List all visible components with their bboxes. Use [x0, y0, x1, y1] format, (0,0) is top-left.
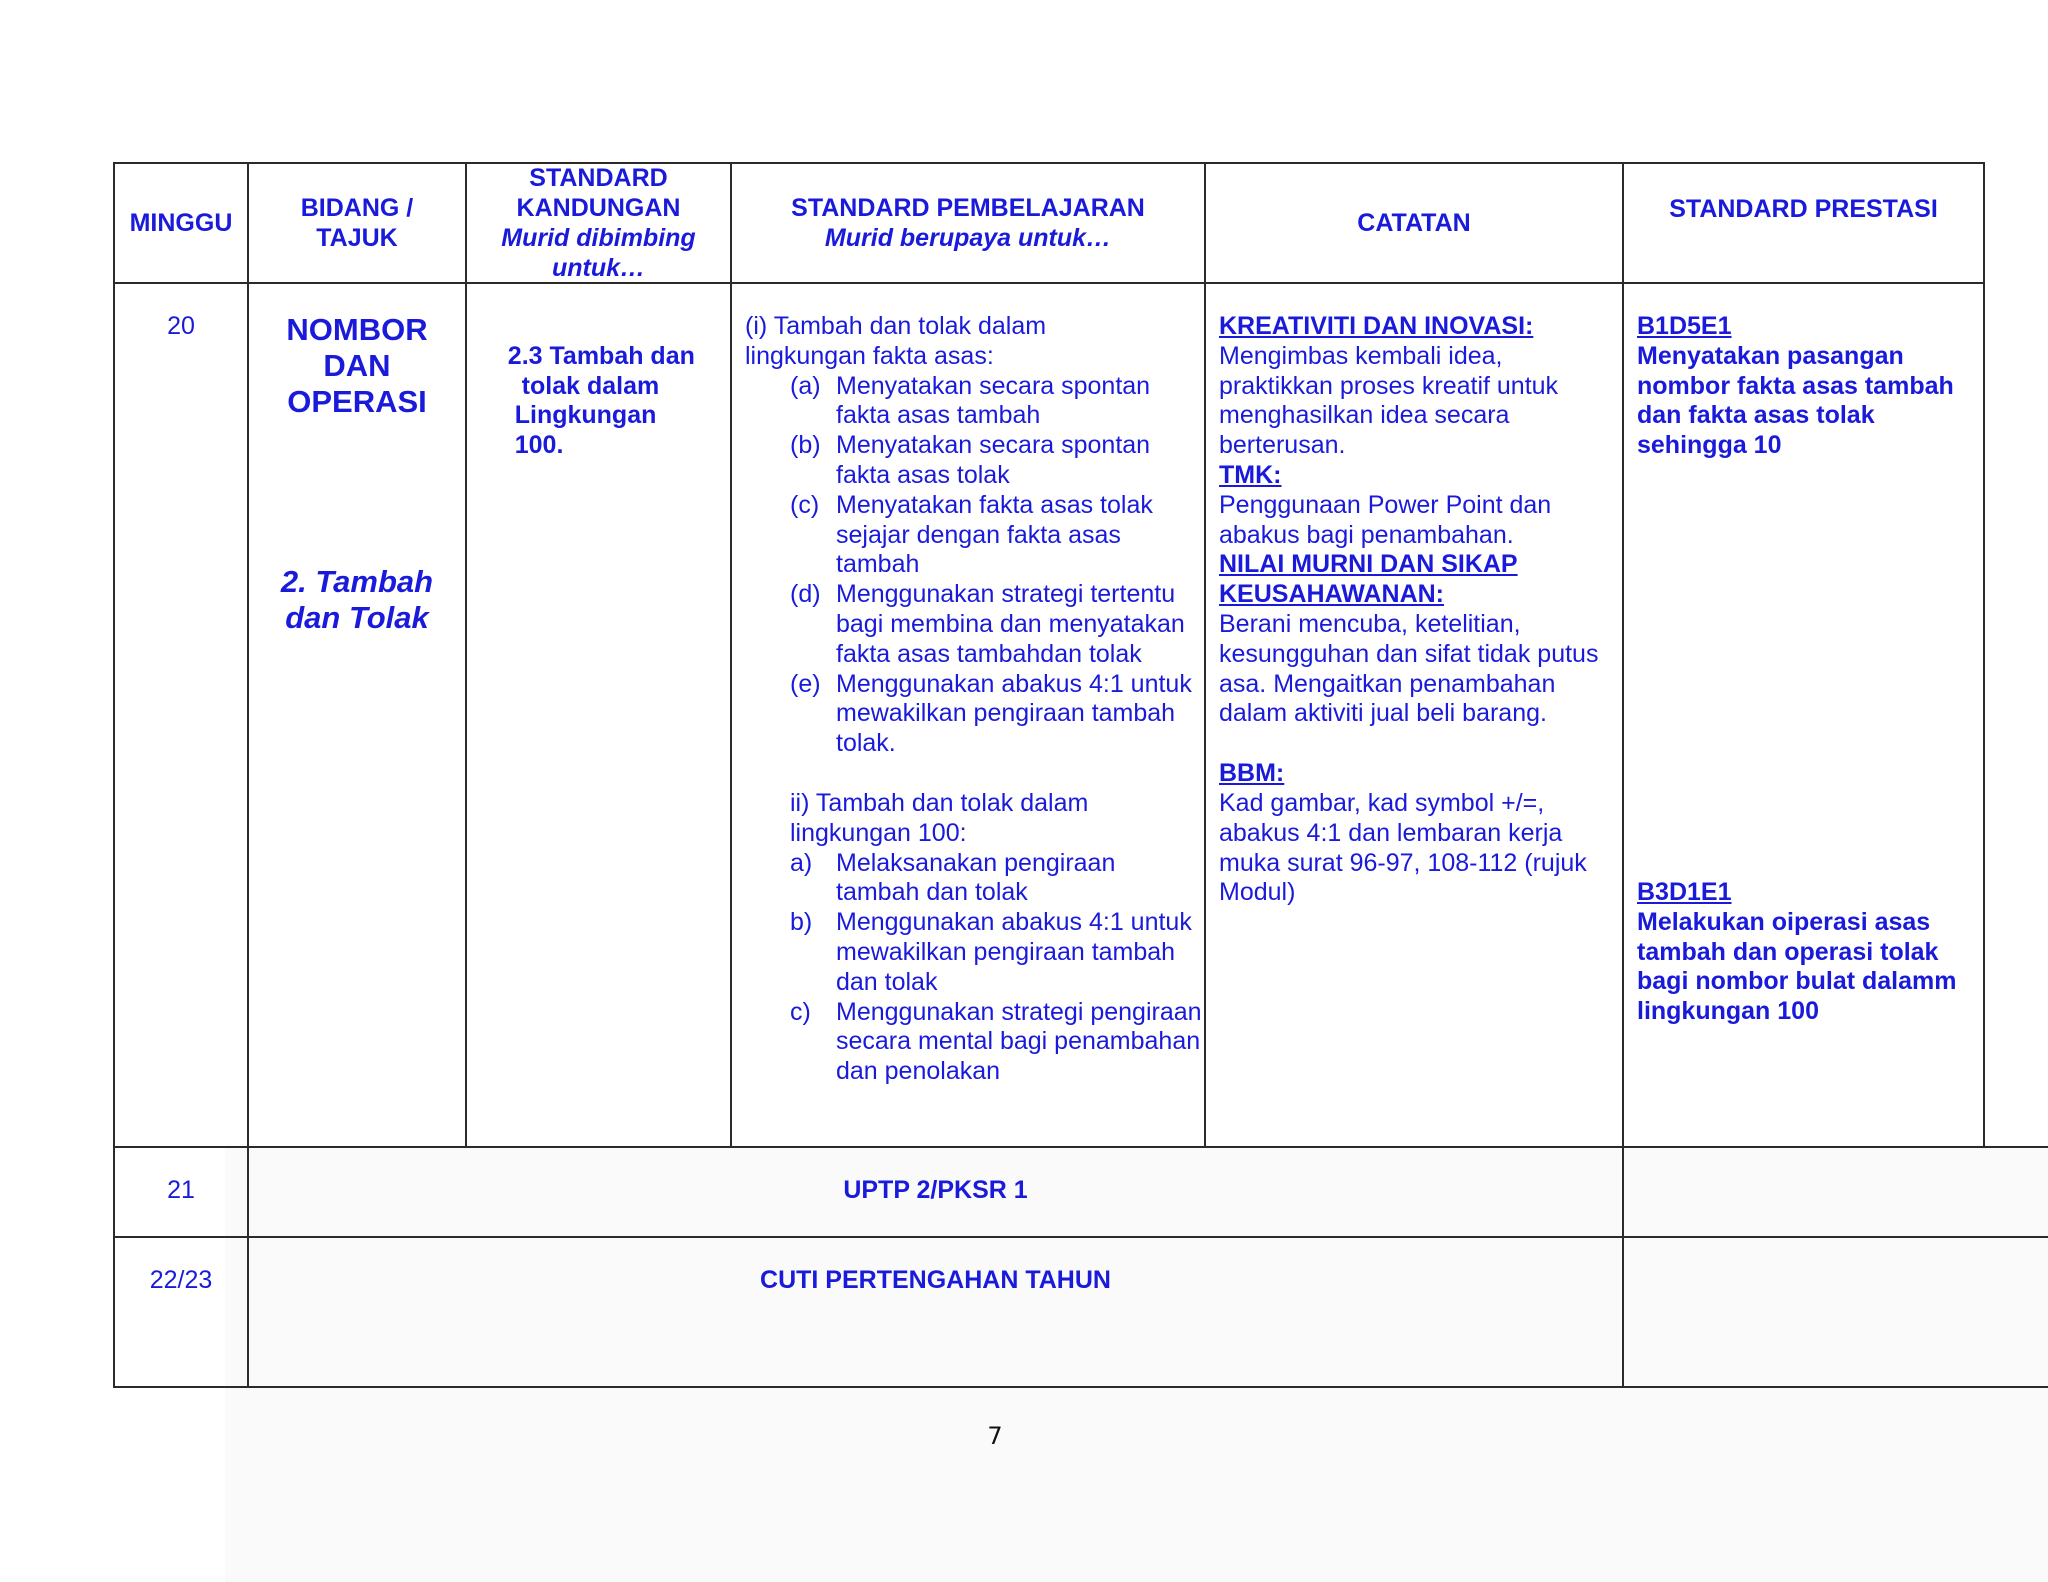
row20-bidang-sub: 2. Tambah dan Tolak — [280, 564, 434, 635]
list-item — [790, 908, 1203, 997]
header-bidang-label: BIDANG / TAJUK — [300, 194, 414, 252]
catatan-heading-tmk: TMK: — [1219, 460, 1282, 489]
row22-text — [249, 1266, 1622, 1296]
header-standard-prestasi — [1624, 164, 1983, 282]
row22-minggu — [115, 1266, 247, 1296]
row21-label: UPTP 2/PKSR 1 — [843, 1176, 1028, 1204]
header-sp-subtitle: Murid berupaya untuk… — [824, 224, 1112, 252]
lesson-plan-table — [113, 162, 2048, 1388]
list-marker: (b) — [790, 431, 821, 460]
prestasi-text-b3d1e1: Melakukan oiperasi asas tambah dan operasi tolak bagi nombor bulat dalamm lingkungan 100 — [1637, 907, 1957, 1026]
col-divider-3 — [730, 162, 732, 1148]
prestasi-text-b1d5e1: Menyatakan pasangan nombor fakta asas tambah dan fakta asas tolak sehingga 10 — [1637, 341, 1954, 460]
header-divider — [113, 282, 1985, 284]
list-marker: (d) — [790, 580, 821, 609]
list-item — [790, 431, 1203, 491]
list-item-text: Menggunakan abakus 4:1 untuk mewakilkan pengiraan tambah dan tolak — [836, 908, 1192, 996]
header-standard-pembelajaran — [732, 164, 1204, 282]
row20-minggu — [115, 312, 247, 342]
col-divider-2 — [465, 162, 467, 1148]
list-item-text: Menyatakan fakta asas tolak sejajar dengan fakta asas tambah — [836, 490, 1153, 579]
row21-minggu — [115, 1176, 247, 1206]
list-item — [790, 670, 1203, 759]
header-catatan — [1206, 164, 1622, 282]
list-marker: (e) — [790, 669, 821, 698]
row20-bidang-main: NOMBOR DAN OPERASI — [286, 312, 428, 419]
list-item-text: Menyatakan secara spontan fakta asas tolak — [836, 431, 1151, 489]
page-number: 7 — [987, 1422, 1003, 1450]
catatan-heading-bbm: BBM: — [1219, 759, 1285, 788]
list-item-text: Menggunakan strategi pengiraan secara mental bagi penambahan dan penolakan — [836, 997, 1202, 1086]
catatan-text-tmk: Penggunaan Power Point dan abakus bagi penambahan. — [1219, 490, 1552, 549]
row21-text — [249, 1176, 1622, 1206]
list-item — [790, 998, 1203, 1087]
header-catatan-label: CATATAN — [1357, 209, 1471, 237]
row20-prestasi-1 — [1637, 312, 1977, 461]
row22-label: CUTI PERTENGAHAN TAHUN — [760, 1266, 1111, 1294]
prestasi-code-b1d5e1: B1D5E1 — [1637, 312, 1732, 340]
row20-standard-kandungan — [480, 312, 728, 491]
list-item — [790, 491, 1203, 580]
table-border-right — [1983, 162, 1985, 1148]
header-sp-title: STANDARD PEMBELAJARAN — [791, 194, 1145, 222]
header-prestasi-label: STANDARD PRESTASI — [1669, 195, 1938, 223]
row22-minggu-value: 22/23 — [149, 1266, 213, 1294]
header-sk-subtitle: Murid dibimbing untuk… — [501, 224, 696, 282]
list-marker: (a) — [790, 371, 821, 400]
col-divider-5 — [1622, 162, 1624, 1388]
prestasi-code-b3d1e1: B3D1E1 — [1637, 878, 1732, 906]
header-sk-title: STANDARD KANDUNGAN — [516, 164, 681, 222]
list-marker: b) — [790, 908, 813, 937]
list-marker: (c) — [790, 490, 820, 519]
row20-sk-text: 2.3 Tambah dan tolak dalam Lingkungan 100. — [507, 341, 695, 460]
catatan-heading-kreativiti: KREATIVITI DAN INOVASI: — [1219, 312, 1534, 340]
row20-minggu-value: 20 — [167, 312, 195, 340]
header-standard-kandungan — [467, 164, 730, 282]
row20-standard-pembelajaran — [745, 312, 1203, 1087]
header-minggu-label: MINGGU — [129, 209, 233, 237]
sp-ii-intro: ii) Tambah dan tolak dalam lingkungan 100: — [790, 788, 1089, 847]
list-item-text: Menggunakan strategi tertentu bagi membina dan menyatakan fakta asas tambahdan tolak — [836, 580, 1185, 668]
row-divider-20 — [113, 1146, 2048, 1148]
header-bidang — [249, 164, 465, 282]
list-item-text: Menggunakan abakus 4:1 untuk mewakilkan pengiraan tambah tolak. — [836, 669, 1192, 758]
catatan-text-bbm: Kad gambar, kad symbol +/=, abakus 4:1 dan lembaran kerja muka surat 96-97, 108-112 (rujuk Modul) — [1219, 788, 1587, 907]
catatan-heading-nilai: NILAI MURNI DAN SIKAP KEUSAHAWANAN: — [1219, 550, 1518, 609]
list-item — [790, 372, 1203, 432]
list-marker: a) — [790, 848, 813, 877]
row20-catatan — [1219, 312, 1617, 908]
sp-i-intro: (i) Tambah dan tolak dalam lingkungan fakta asas: — [745, 312, 1047, 370]
catatan-text-kreativiti: Mengimbas kembali idea, praktikkan proses kreatif untuk menghasilkan idea secara berterusan. — [1219, 341, 1559, 460]
row-divider-21 — [113, 1236, 2048, 1238]
list-item — [790, 849, 1203, 909]
header-minggu — [115, 164, 247, 282]
sp-ii-list — [790, 849, 1203, 1087]
col-divider-4 — [1204, 162, 1206, 1148]
list-item — [790, 580, 1203, 669]
table-border-bottom — [113, 1386, 2048, 1388]
catatan-text-nilai: Berani mencuba, ketelitian, kesungguhan dan sifat tidak putus asa. Mengaitkan penambahan dalam aktiviti jual beli barang. — [1219, 609, 1599, 728]
sp-i-list — [790, 372, 1203, 759]
row21-minggu-value: 21 — [167, 1176, 195, 1204]
row20-prestasi-2 — [1637, 878, 1977, 1027]
list-item-text: Menyatakan secara spontan fakta asas tambah — [836, 371, 1151, 430]
list-item-text: Melaksanakan pengiraan tambah dan tolak — [836, 848, 1116, 907]
list-marker: c) — [790, 997, 811, 1026]
row20-bidang — [249, 312, 465, 636]
